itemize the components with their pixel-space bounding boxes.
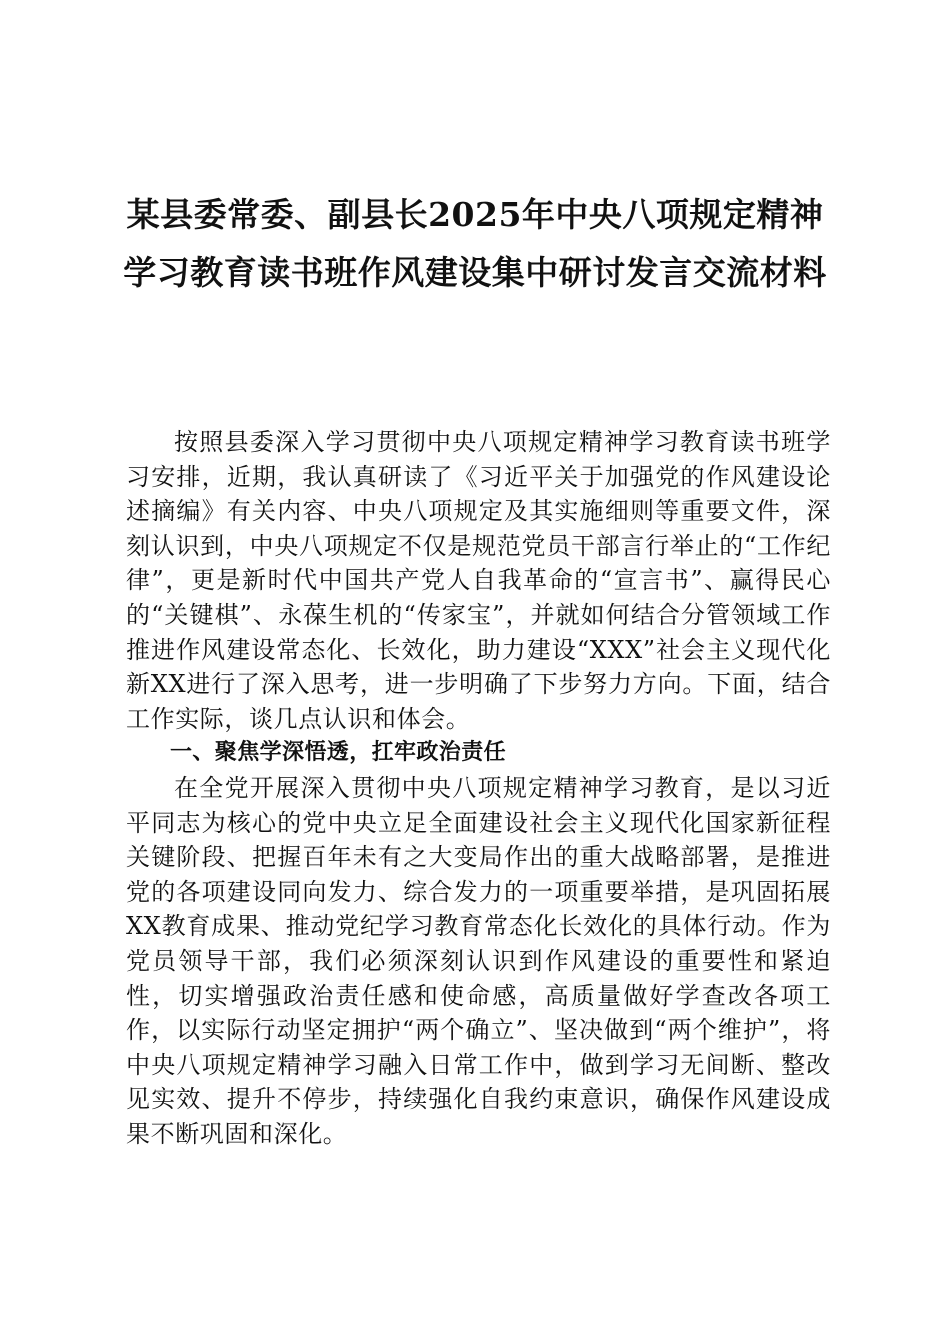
document-title: 某县委常委、副县长2025年中央八项规定精神学习教育读书班作风建设集中研讨发言交流材料 <box>123 195 827 292</box>
section-1-paragraph: 在全党开展深入贯彻中央八项规定精神学习教育，是以习近平同志为核心的党中央立足全面建设社会主义现代化国家新征程关键阶段、把握百年未有之大变局作出的重大战略部署，是推进党的各项建设同向发力、综合发力的一项重要举措，是巩固拓展XX教育成果、推动党纪学习教育常态化长效化的具体行动。作为党员领导干部，我们必须深刻认识到作风建设的重要性和紧迫性，切实增强政治责任感和使命感，高质量做好学查改各项工作，以实际行动坚定拥护“两个确立”、坚决做到“两个维护”，将中央八项规定精神学习融入日常工作中，做到学习无间断、整改见实效、提升不停步，持续强化自我约束意识，确保作风建设成果不断巩固和深化。 <box>126 773 831 1148</box>
intro-paragraph: 按照县委深入学习贯彻中央八项规定精神学习教育读书班学习安排，近期，我认真研读了《习近平关于加强党的作风建设论述摘编》有关内容、中央八项规定及其实施细则等重要文件，深刻认识到，中央八项规定不仅是规范党员干部言行举止的“工作纪律”，更是新时代中国共产党人自我革命的“宣言书”、赢得民心的“关键棋”、永葆生机的“传家宝”，并就如何结合分管领域工作推进作风建设常态化、长效化，助力建设“XXX”社会主义现代化新XX进行了深入思考，进一步明确了下步努力方向。下面，结合工作实际，谈几点认识和体会。 <box>126 428 831 733</box>
document-body <box>126 425 831 1151</box>
section-heading-1: 一、聚焦学深悟透，扛牢政治责任 <box>170 740 507 766</box>
